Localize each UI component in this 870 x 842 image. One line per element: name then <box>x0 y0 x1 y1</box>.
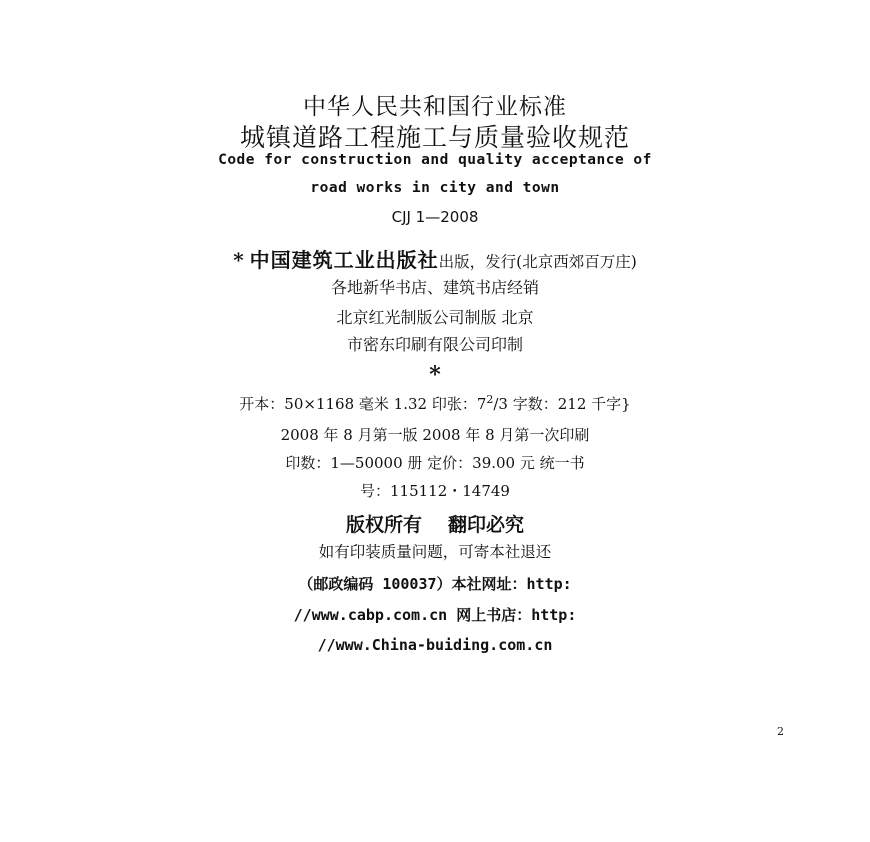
specs-superscript: 2 <box>486 393 494 406</box>
website-line-2: //www.China-buiding.com.cn <box>317 636 553 654</box>
publisher-line <box>0 244 870 273</box>
printing-line: 市密东印刷有限公司印制 <box>346 335 523 354</box>
price-line: 印数：1—50000 册 定价：39.00 元 统一书 <box>285 454 585 472</box>
separator-star: * <box>429 362 441 388</box>
title-english-line-1: Code for construction and quality acceptance of <box>218 152 652 168</box>
plate-making-line: 北京红光制版公司制版 北京 <box>336 308 534 327</box>
postal-web-line: （邮政编码 100037）本社网址：http: <box>298 575 572 593</box>
title-english-line-2: road works in city and town <box>310 180 560 196</box>
specs-suffix: /3 字数：212 千字} <box>493 395 631 413</box>
standard-number: CJJ 1—2008 <box>391 208 479 226</box>
specs-prefix: 开本：50×1168 毫米 1.32 印张：7 <box>239 395 487 413</box>
return-note: 如有印装质量问题，可寄本社退还 <box>318 543 552 561</box>
copyright-part-1: 版权所有 <box>345 514 422 536</box>
publisher-rest: 出版，发行(北京西郊百万庄) <box>438 253 637 271</box>
publisher-name: 中国建筑工业出版社 <box>249 248 439 272</box>
distribution-line: 各地新华书店、建筑书店经销 <box>330 278 539 297</box>
copyright-part-2: 翻印必究 <box>448 514 525 536</box>
title-chinese-line-2: 城镇道路工程施工与质量验收规范 <box>239 123 630 152</box>
page-number: 2 <box>777 725 784 738</box>
edition-line: 2008 年 8 月第一版 2008 年 8 月第一次印刷 <box>280 426 590 444</box>
publisher-star: * <box>233 248 244 272</box>
website-line-1: //www.cabp.com.cn 网上书店：http: <box>293 606 577 624</box>
specs-line <box>0 393 870 414</box>
book-number-line: 号：115112・14749 <box>360 482 510 500</box>
copyright-notice <box>0 510 870 537</box>
title-chinese-line-1: 中华人民共和国行业标准 <box>303 94 567 120</box>
